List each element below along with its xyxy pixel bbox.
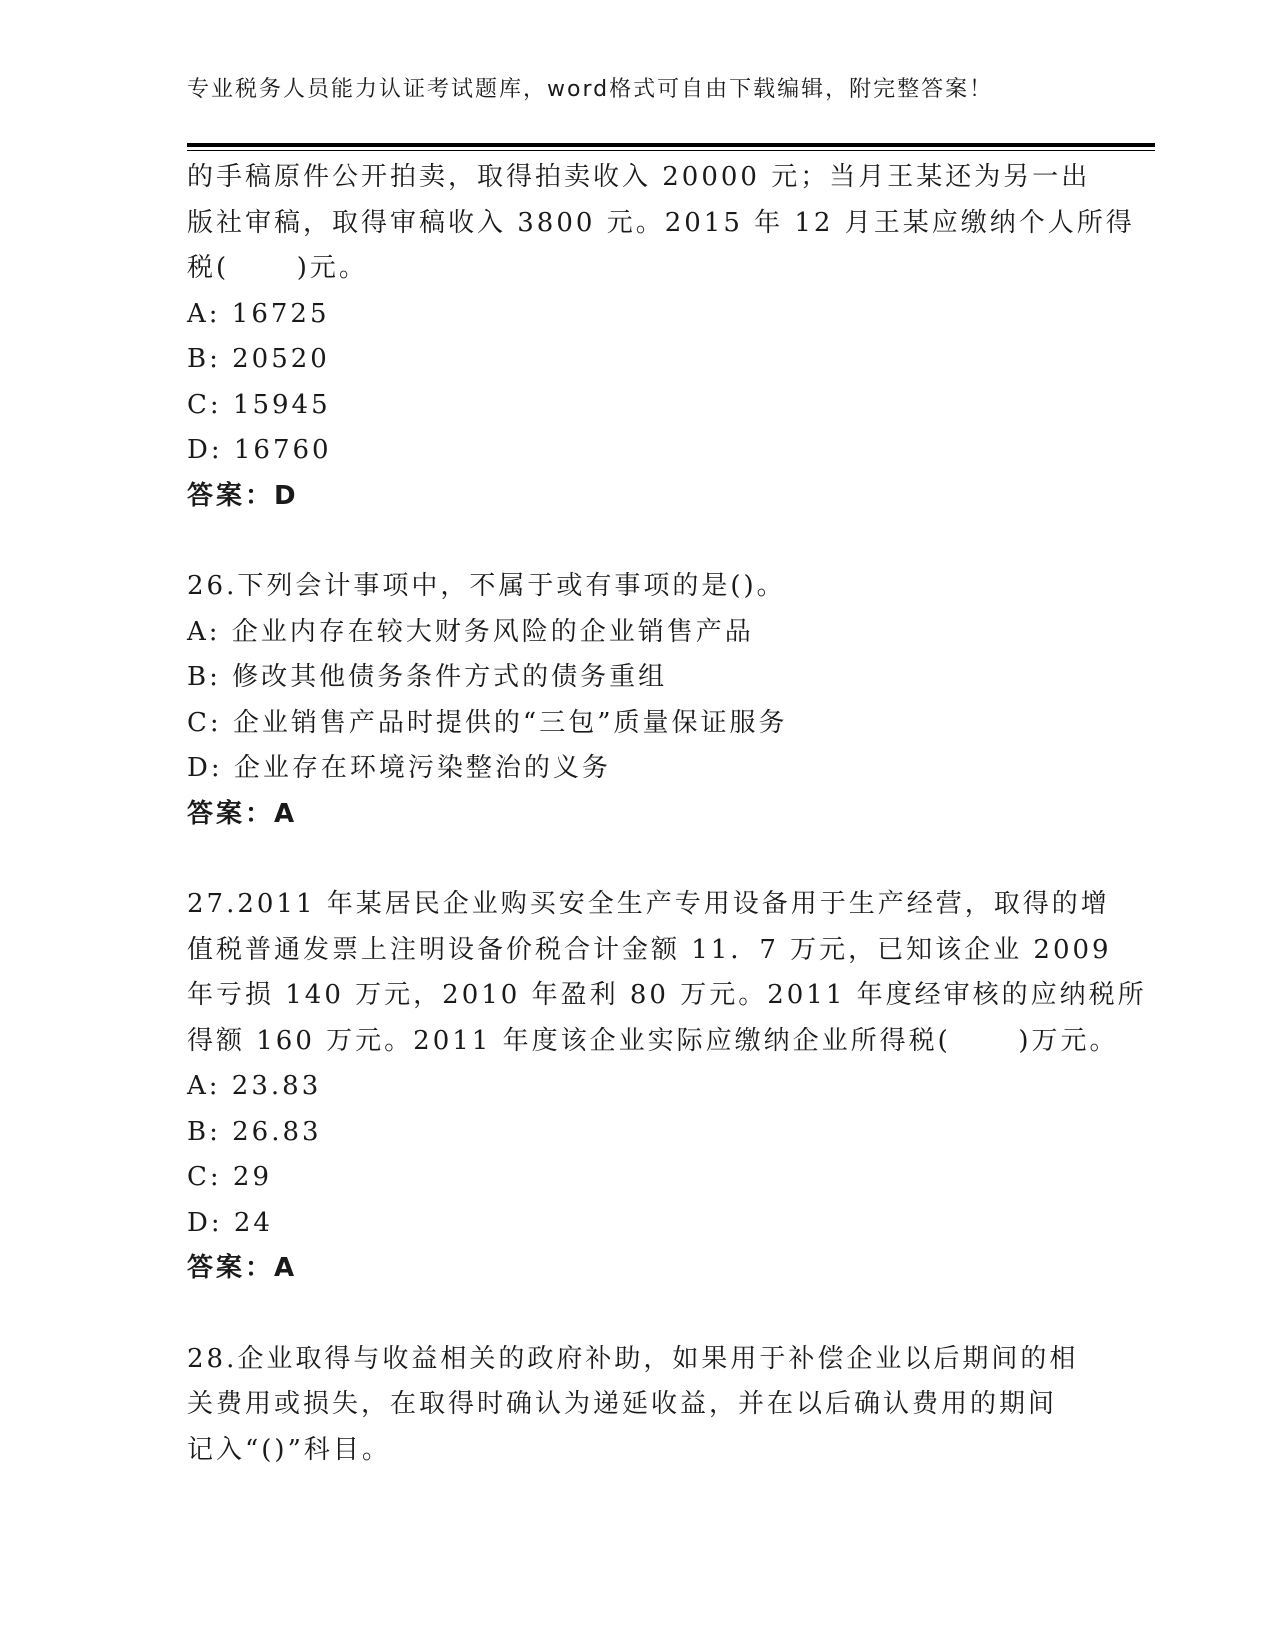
question-stem-line: 税( )元。 xyxy=(187,253,368,283)
page-header: 专业税务人员能力认证考试题库，word格式可自由下载编辑，附完整答案！ xyxy=(187,77,994,102)
question-25 xyxy=(187,155,1135,519)
header-rule-thin xyxy=(187,150,1155,151)
option-c: C: 15945 xyxy=(187,389,331,420)
answer-line: 答案：A xyxy=(187,1253,298,1283)
question-stem-line: 27.2011 年某居民企业购买安全生产专用设备用于生产经营，取得的增 xyxy=(187,889,1110,919)
question-stem-line: 记入“()”科目。 xyxy=(187,1434,391,1465)
answer-line: 答案：A xyxy=(187,798,298,829)
answer-line: 答案：D xyxy=(187,480,299,511)
question-stem-line: 的手稿原件公开拍卖，取得拍卖收入 20000 元；当月王某还为另一出 xyxy=(187,162,1091,192)
question-stem-line: 版社审稿，取得审稿收入 3800 元。2015 年 12 月王某应缴纳个人所得 xyxy=(187,207,1135,238)
option-d: D: 24 xyxy=(187,1207,273,1238)
spacer xyxy=(187,837,1087,882)
question-stem-line: 值税普通发票上注明设备价税合计金额 11．7 万元，已知该企业 2009 xyxy=(187,934,1112,965)
option-b: B: 20520 xyxy=(187,344,330,374)
question-27 xyxy=(187,882,1147,1292)
option-d: D: 16760 xyxy=(187,435,332,465)
question-stem-line: 关费用或损失，在取得时确认为递延收益，并在以后确认费用的期间 xyxy=(187,1389,1058,1419)
spacer xyxy=(187,519,1087,564)
option-c: C: 企业销售产品时提供的“三包”质量保证服务 xyxy=(187,707,788,738)
question-26 xyxy=(187,564,1087,837)
header-rule-thick xyxy=(187,143,1155,147)
question-stem-line: 26.下列会计事项中，不属于或有事项的是()。 xyxy=(187,571,786,601)
question-stem-line: 年亏损 140 万元，2010 年盈利 80 万元。2011 年度经审核的应纳税所 xyxy=(187,980,1147,1010)
question-28 xyxy=(187,1337,1087,1474)
question-stem-line: 28.企业取得与收益相关的政府补助，如果用于补偿企业以后期间的相 xyxy=(187,1343,1079,1374)
question-stem-line: 得额 160 万元。2011 年度该企业实际应缴纳企业所得税( )万元。 xyxy=(187,1025,1119,1056)
option-a: A: 16725 xyxy=(187,298,330,329)
spacer xyxy=(187,1292,1087,1337)
question-content xyxy=(187,155,1147,1473)
option-d: D: 企业存在环境污染整治的义务 xyxy=(187,753,611,783)
option-c: C: 29 xyxy=(187,1162,273,1192)
option-a: A: 企业内存在较大财务风险的企业销售产品 xyxy=(187,616,754,647)
option-b: B: 修改其他债务条件方式的债务重组 xyxy=(187,662,668,692)
option-a: A: 23.83 xyxy=(187,1071,322,1101)
option-b: B: 26.83 xyxy=(187,1116,322,1147)
